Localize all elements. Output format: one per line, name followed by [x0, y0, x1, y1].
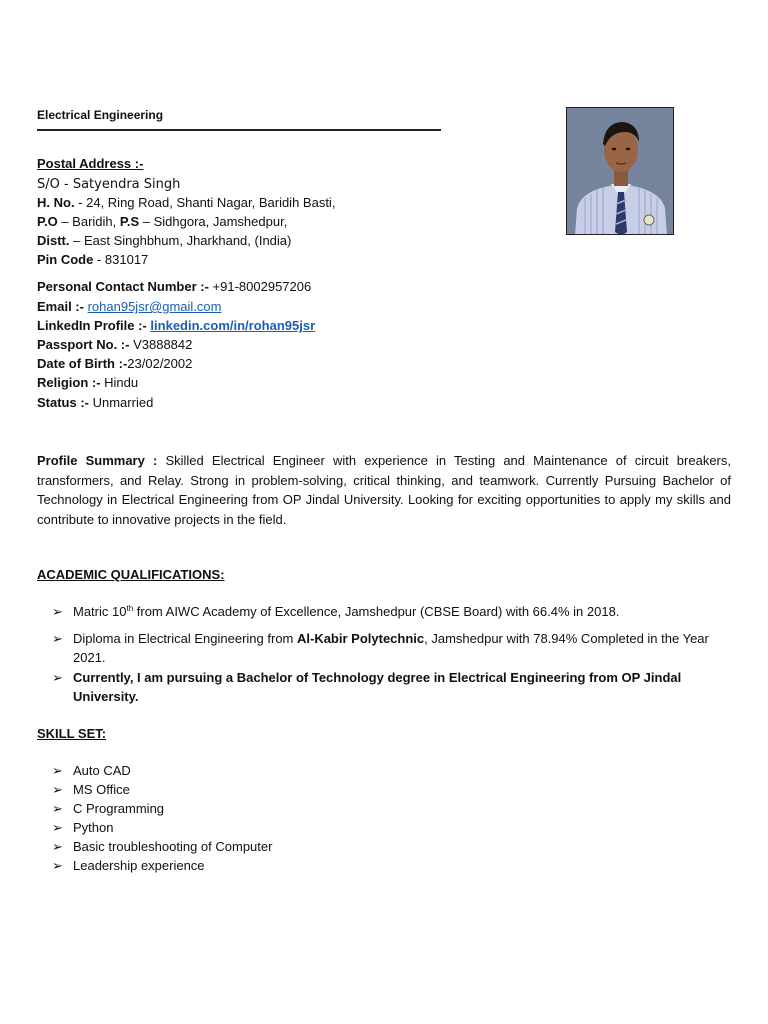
- arrow-bullet-icon: ➢: [52, 801, 63, 816]
- skill-item: [52, 856, 712, 875]
- academic-item: [52, 602, 712, 621]
- skill-item-label: C Programming: [73, 801, 165, 816]
- resume-title: Electrical Engineering: [37, 108, 164, 122]
- status-value: Unmarried: [89, 395, 154, 410]
- religion-value: Hindu: [100, 375, 139, 390]
- academic-item-1-sup: th: [126, 604, 134, 613]
- passport-line: [37, 337, 192, 353]
- police-station-value: – Sidhgora, Jamshedpur,: [139, 214, 288, 229]
- district-line: [37, 233, 291, 249]
- passport-label: Passport No. :-: [37, 337, 130, 352]
- skill-item-label: Leadership experience: [73, 858, 205, 873]
- arrow-bullet-icon: ➢: [52, 858, 63, 873]
- dob-line: [37, 356, 192, 372]
- son-of-line: S/O - Satyendra Singh: [37, 177, 181, 192]
- dob-value: 23/02/2002: [127, 356, 193, 371]
- email-line: [37, 299, 221, 315]
- arrow-bullet-icon: ➢: [52, 631, 63, 646]
- skill-item-label: MS Office: [73, 782, 130, 797]
- skill-item: [52, 761, 712, 780]
- house-number-label: H. No.: [37, 195, 75, 210]
- post-office-label: P.O: [37, 214, 58, 229]
- profile-summary-label: Profile Summary :: [37, 453, 158, 468]
- linkedin-label: LinkedIn Profile :-: [37, 318, 147, 333]
- district-label: Distt.: [37, 233, 70, 248]
- academic-heading: ACADEMIC QUALIFICATIONS:: [37, 567, 225, 582]
- pin-code-value: - 831017: [93, 252, 149, 267]
- profile-summary-text: Skilled Electrical Engineer with experience in Testing and Maintenance of circuit breakers, transformers, and Relay. Strong in problem-solving, critical thinking, and teamwork. Currently Pursuing Bachelor of Technology in Electrical Engineering from OP Jindal University. Looking for exciting opportunities to apply my skills and contribute to innovative projects in the field.: [37, 453, 731, 527]
- academic-item-2-text: Diploma in Electrical Engineering from: [73, 631, 297, 646]
- profile-photo: [566, 107, 674, 235]
- academic-item-1-rest: from AIWC Academy of Excellence, Jamshedpur (CBSE Board) with 66.4% in 2018.: [133, 604, 620, 619]
- arrow-bullet-icon: ➢: [52, 604, 63, 619]
- religion-label: Religion :-: [37, 375, 101, 390]
- house-number-value: - 24, Ring Road, Shanti Nagar, Baridih Basti,: [74, 195, 336, 210]
- pin-code-label: Pin Code: [37, 252, 94, 267]
- phone-line: [37, 279, 311, 295]
- passport-value: V3888842: [129, 337, 193, 352]
- pin-code-line: [37, 252, 148, 268]
- skill-item-label: Auto CAD: [73, 763, 131, 778]
- profile-summary: [37, 451, 731, 529]
- academic-item-1-text: Matric 10: [73, 604, 127, 619]
- linkedin-line: [37, 318, 315, 334]
- skill-item: [52, 837, 712, 856]
- phone-value: +91-8002957206: [208, 279, 312, 294]
- skill-item: [52, 780, 712, 799]
- arrow-bullet-icon: ➢: [52, 782, 63, 797]
- dob-label: Date of Birth :-: [37, 356, 128, 371]
- linkedin-link[interactable]: linkedin.com/in/rohan95jsr: [150, 318, 316, 333]
- title-divider: [37, 129, 441, 131]
- skill-item: [52, 799, 712, 818]
- academic-item: [52, 668, 712, 706]
- academic-item-3-text: Currently, I am pursuing a Bachelor of Technology degree in Electrical Engineering from OP Jindal University.: [73, 670, 682, 704]
- police-station-label: P.S: [119, 214, 140, 229]
- email-label: Email :-: [37, 299, 84, 314]
- religion-line: [37, 375, 138, 391]
- district-value: – East Singhbhum, Jharkhand, (India): [69, 233, 292, 248]
- arrow-bullet-icon: ➢: [52, 670, 63, 685]
- postal-address-heading: Postal Address :-: [37, 156, 144, 171]
- academic-item-2-rest: , Jamshedpur with 78.94% Completed in the Year 2021.: [73, 631, 709, 665]
- phone-label: Personal Contact Number :-: [37, 279, 209, 294]
- academic-item: [52, 629, 712, 667]
- skill-item-label: Basic troubleshooting of Computer: [73, 839, 273, 854]
- arrow-bullet-icon: ➢: [52, 839, 63, 854]
- skill-set-heading: SKILL SET:: [37, 726, 107, 741]
- arrow-bullet-icon: ➢: [52, 820, 63, 835]
- skill-item: [52, 818, 712, 837]
- post-office-line: [37, 214, 287, 230]
- status-line: [37, 395, 153, 411]
- skill-item-label: Python: [73, 820, 114, 835]
- post-office-value: – Baridih,: [57, 214, 120, 229]
- house-number-line: [37, 195, 335, 211]
- academic-item-2-college: Al-Kabir Polytechnic: [296, 631, 425, 646]
- profile-photo-image: [567, 108, 674, 235]
- status-label: Status :-: [37, 395, 89, 410]
- arrow-bullet-icon: ➢: [52, 763, 63, 778]
- email-link[interactable]: rohan95jsr@gmail.com: [87, 299, 222, 314]
